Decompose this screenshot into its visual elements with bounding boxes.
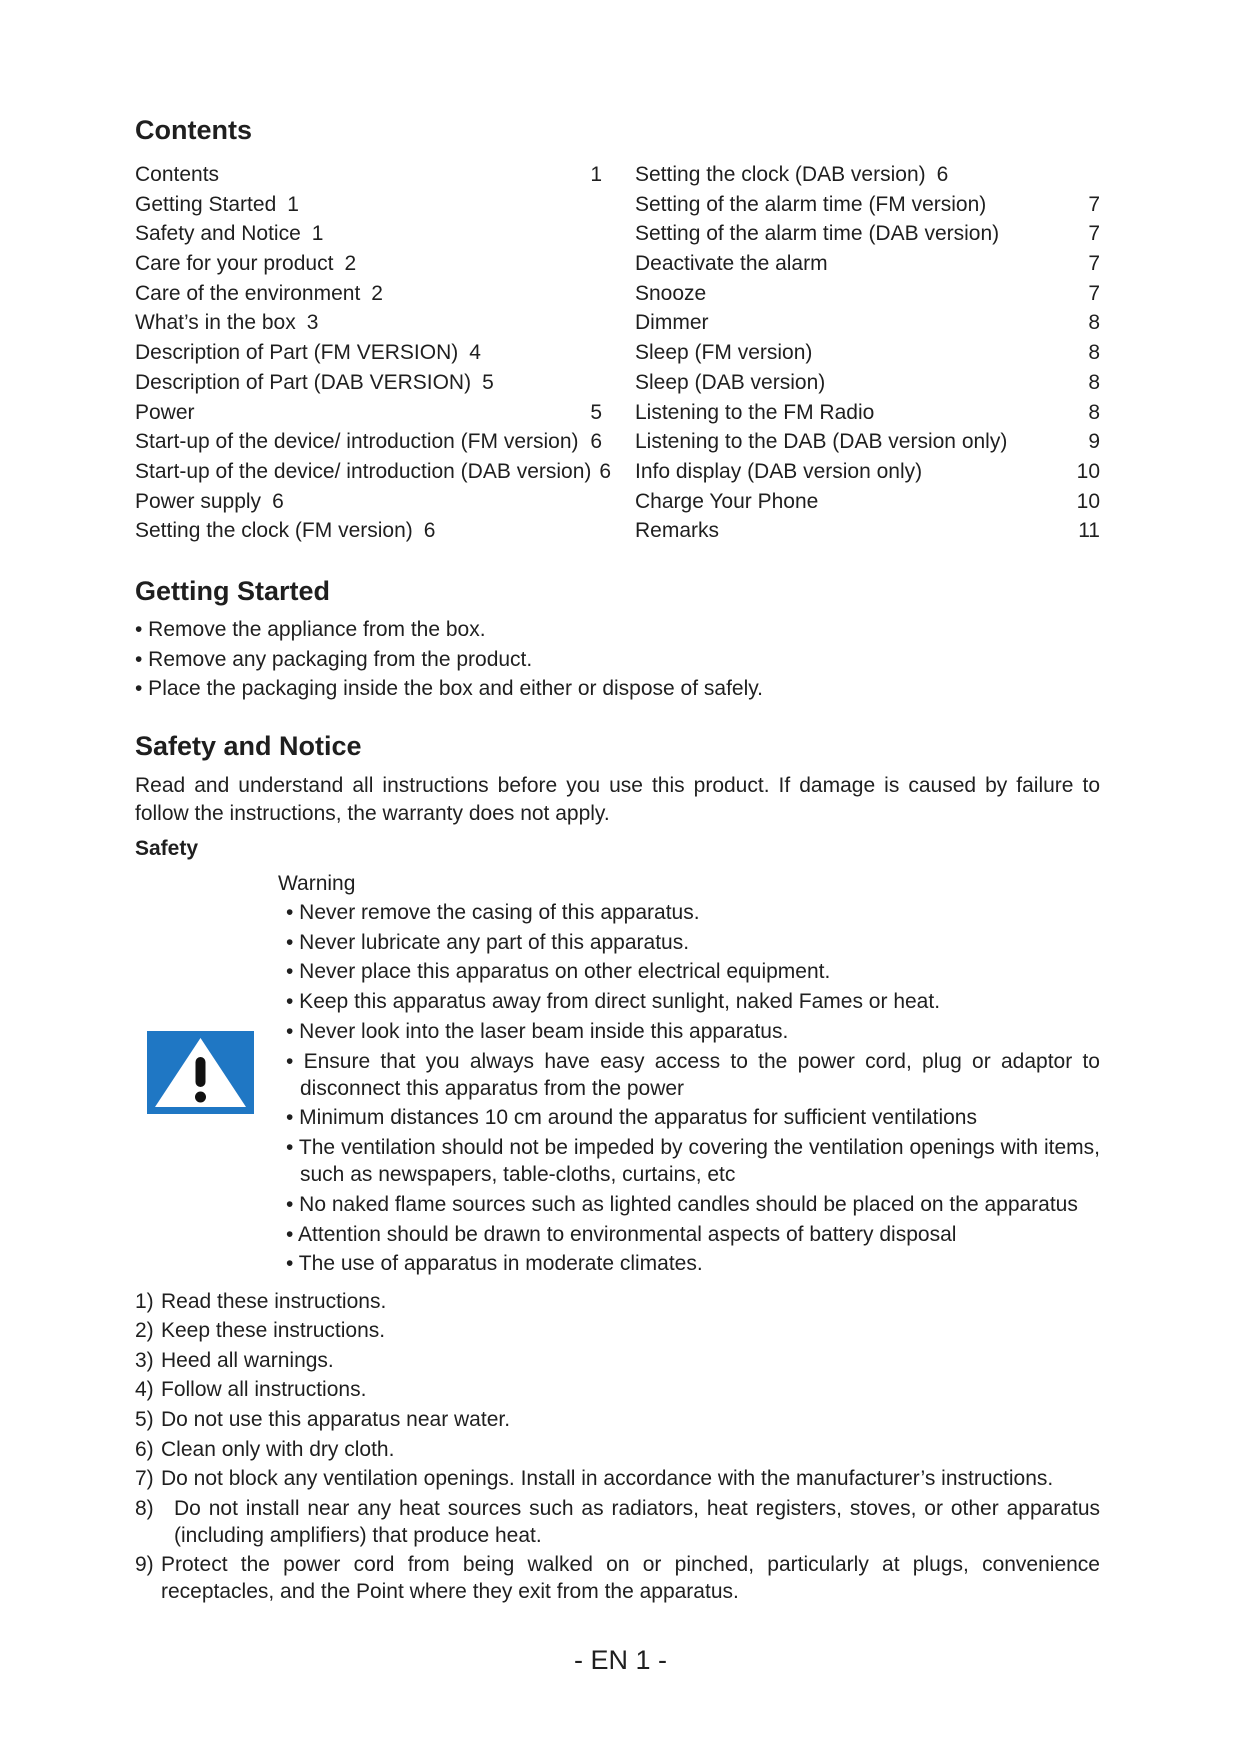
instructions-list <box>135 1288 1100 1606</box>
list-item: • Remove any packaging from the product. <box>135 647 533 671</box>
toc-entry <box>135 190 602 220</box>
instruction-number: 3) <box>135 1348 154 1372</box>
toc-entry <box>135 279 602 309</box>
warning-item: • The ventilation should not be impeded by covering the ventilation openings with items, such as newspapers, table-cloths, curtains, etc <box>286 1136 1100 1187</box>
toc-entry-title: Setting the clock (FM version) <box>135 519 413 543</box>
instruction-text: Read these instructions. <box>161 1289 387 1313</box>
toc-entry-page: 7 <box>1088 222 1100 246</box>
contents-heading: Contents <box>135 115 252 145</box>
toc-entry-page: 6 <box>936 163 949 186</box>
toc-entry-title: Deactivate the alarm <box>635 252 828 276</box>
instruction-number: 5) <box>135 1408 154 1432</box>
toc-entry <box>135 219 602 249</box>
toc-entry-title: Charge Your Phone <box>635 489 819 513</box>
toc-entry-title: Start-up of the device/ introduction (DAB version) <box>135 459 592 483</box>
instruction-item <box>135 1436 1100 1463</box>
instruction-number: 7) <box>135 1467 154 1491</box>
safety-notice-section <box>135 728 1100 1605</box>
warning-item: • The use of apparatus in moderate climates. <box>286 1252 703 1276</box>
toc-entry <box>135 516 602 546</box>
toc-entry-page: 7 <box>1088 281 1100 305</box>
toc-entry-page: 10 <box>1076 459 1100 483</box>
toc-entry <box>635 398 1100 428</box>
toc-entry-page: 8 <box>1088 341 1100 365</box>
warning-title: Warning <box>278 872 356 896</box>
warning-item: • Never remove the casing of this apparatus. <box>286 901 700 925</box>
instruction-text: Protect the power cord from being walked on or pinched, particularly at plugs, convenience receptacles, and the Point where they exit from the apparatus. <box>161 1553 1100 1604</box>
toc-entry-title: Safety and Notice <box>135 222 301 246</box>
toc-entry-page: 4 <box>469 341 481 365</box>
instruction-item <box>135 1376 1100 1403</box>
safety-intro-paragraph: Read and understand all instructions before you use this product. If damage is caused by failure to follow the instructions, the warranty does not apply. <box>135 774 1100 825</box>
instruction-number: 6) <box>135 1437 154 1461</box>
instruction-item <box>135 1465 1100 1492</box>
toc-entry-page: 6 <box>590 430 602 454</box>
warning-triangle-icon <box>147 1031 254 1114</box>
toc-entry-page: 6 <box>599 459 612 483</box>
toc-entry-page: 11 <box>1078 519 1100 543</box>
toc-entry-title: Listening to the FM Radio <box>635 400 875 424</box>
toc-entry-page: 8 <box>1088 311 1100 335</box>
warning-item: • Keep this apparatus away from direct sunlight, naked Fames or heat. <box>286 990 941 1014</box>
toc-entry <box>635 308 1100 338</box>
toc-entry-page: 8 <box>1088 370 1100 394</box>
toc-entry <box>635 368 1100 398</box>
toc-entry-title: Contents <box>135 163 220 186</box>
instruction-number: 1) <box>135 1289 154 1313</box>
toc-entry-page: 7 <box>1088 252 1100 276</box>
instruction-text: Do not install near any heat sources such as radiators, heat registers, stoves, or other apparatus (including amplifiers) that produce heat. <box>174 1496 1100 1547</box>
toc-entry <box>135 398 602 428</box>
toc-entry-title: Info display (DAB version only) <box>635 459 923 483</box>
instruction-item <box>135 1317 1100 1344</box>
toc-entry <box>135 160 602 190</box>
getting-started-heading: Getting Started <box>135 575 331 606</box>
instruction-text: Clean only with dry cloth. <box>161 1437 395 1461</box>
document-page <box>135 112 1100 1608</box>
toc-entry <box>135 487 602 517</box>
toc-right-column <box>635 160 1100 546</box>
instruction-text: Heed all warnings. <box>161 1348 334 1372</box>
toc-entry <box>135 368 602 398</box>
toc-entry-title: Dimmer <box>635 311 709 335</box>
toc-entry-title: Setting the clock (DAB version) <box>635 163 926 186</box>
instruction-text: Do not block any ventilation openings. Install in accordance with the manufacturer’s instructions. <box>161 1467 1054 1491</box>
toc-entry-title: Snooze <box>635 281 707 305</box>
toc-entry <box>635 457 1100 487</box>
warning-item: • Ensure that you always have easy access to the power cord, plug or adaptor to disconnect this apparatus from the power <box>286 1049 1100 1100</box>
toc-entry <box>635 279 1100 309</box>
toc-entry <box>635 338 1100 368</box>
warning-list <box>278 899 1100 1278</box>
warning-item: • Never place this apparatus on other electrical equipment. <box>286 960 831 984</box>
toc-entry <box>135 457 612 487</box>
page-number: - EN 1 - <box>573 1645 667 1675</box>
toc-entry <box>635 219 1100 249</box>
warning-block <box>135 869 1100 1278</box>
toc-entry-title: Getting Started <box>135 192 277 216</box>
toc-entry-title: Power supply <box>135 489 262 513</box>
instruction-number: 2) <box>135 1319 154 1343</box>
instruction-item <box>135 1495 1100 1549</box>
list-item: • Remove the appliance from the box. <box>135 617 486 641</box>
toc-entry-page: 2 <box>371 281 383 305</box>
toc-entry <box>635 160 1100 190</box>
toc-entry <box>635 487 1100 517</box>
toc-entry-page: 9 <box>1088 430 1100 454</box>
toc-entry-title: Setting of the alarm time (FM version) <box>635 192 987 216</box>
toc-entry-title: Sleep (FM version) <box>635 341 813 365</box>
getting-started-list <box>135 615 1100 704</box>
instruction-number: 8) <box>135 1496 154 1520</box>
instruction-item <box>135 1288 1100 1315</box>
instruction-item <box>135 1551 1100 1605</box>
toc-entry-page: 6 <box>423 519 436 543</box>
toc-entry-page: 1 <box>590 163 602 186</box>
instruction-number: 4) <box>135 1378 154 1402</box>
toc-entry-page: 1 <box>287 192 299 216</box>
toc-entry-page: 3 <box>306 311 319 335</box>
toc-entry-page: 2 <box>344 252 357 276</box>
instruction-text: Follow all instructions. <box>161 1378 367 1402</box>
toc-entry-page: 6 <box>272 489 284 513</box>
warning-item: • Minimum distances 10 cm around the apparatus for sufficient ventilations <box>286 1106 977 1130</box>
toc-entry <box>135 249 602 279</box>
warning-item: • Attention should be drawn to environmental aspects of battery disposal <box>286 1222 957 1246</box>
instruction-item <box>135 1347 1100 1374</box>
toc-entry-title: Care for your product <box>135 252 334 276</box>
warning-item: • Never lubricate any part of this apparatus. <box>286 930 690 954</box>
getting-started-section <box>135 573 1100 704</box>
list-item: • Place the packaging inside the box and either or dispose of safely. <box>135 677 764 701</box>
toc-entry <box>135 338 602 368</box>
toc-entry-title: Power <box>135 400 195 424</box>
warning-item: • Never look into the laser beam inside this apparatus. <box>286 1019 789 1043</box>
toc-entry <box>635 427 1100 457</box>
warning-item: • No naked flame sources such as lighted candles should be placed on the apparatus <box>286 1193 1078 1217</box>
toc-entry-title: What’s in the box <box>135 311 296 335</box>
table-of-contents <box>135 160 1100 546</box>
toc-entry-title: Care of the environment <box>135 281 361 305</box>
toc-entry <box>635 249 1100 279</box>
instruction-text: Keep these instructions. <box>161 1319 386 1343</box>
toc-entry-page: 5 <box>590 400 602 424</box>
toc-entry-title: Description of Part (DAB VERSION) <box>135 370 472 394</box>
toc-entry <box>635 190 1100 220</box>
toc-entry-page: 10 <box>1076 489 1100 513</box>
toc-entry <box>635 516 1100 546</box>
toc-entry-title: Start-up of the device/ introduction (FM version) <box>135 430 579 454</box>
toc-entry-page: 7 <box>1088 192 1100 216</box>
toc-entry-title: Remarks <box>635 519 720 543</box>
toc-entry-title: Setting of the alarm time (DAB version) <box>635 222 1000 246</box>
toc-left-column <box>135 160 612 546</box>
instruction-number: 9) <box>135 1553 154 1577</box>
safety-subheading: Safety <box>135 837 199 861</box>
toc-entry-page: 8 <box>1088 400 1100 424</box>
instruction-item <box>135 1406 1100 1433</box>
toc-entry-page: 5 <box>482 370 494 394</box>
toc-entry-page: 1 <box>311 222 324 246</box>
contents-section <box>135 112 1100 546</box>
safety-notice-heading: Safety and Notice <box>135 731 362 762</box>
toc-entry-title: Description of Part (FM VERSION) <box>135 341 459 365</box>
toc-entry <box>135 427 602 457</box>
toc-entry-title: Listening to the DAB (DAB version only) <box>635 430 1008 454</box>
toc-entry <box>135 308 602 338</box>
toc-entry-title: Sleep (DAB version) <box>635 370 826 394</box>
instruction-text: Do not use this apparatus near water. <box>161 1408 511 1432</box>
